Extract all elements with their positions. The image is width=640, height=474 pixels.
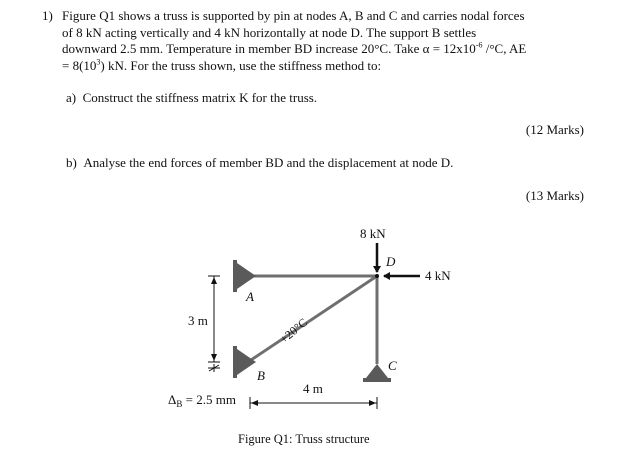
part-a-marks: (12 Marks) [525, 122, 584, 137]
height-dimension [208, 276, 220, 362]
part-a-label: a) [66, 90, 77, 105]
question-number: 1) [42, 8, 53, 23]
question-line-1: Figure Q1 shows a truss is supported by pin at nodes A, B and C and carries nodal forces [62, 8, 525, 23]
label-node-b: B [257, 368, 265, 383]
label-settlement: $\Delta_B = 2.5$ mm [168, 392, 236, 409]
support-c [363, 364, 391, 380]
settlement-marker [208, 364, 220, 372]
label-node-c: C [388, 358, 397, 373]
label-temperature: +20°C [276, 315, 311, 347]
question-line-2: of 8 kN acting vertically and 4 kN horizontally at node D. The support B settles [62, 24, 477, 40]
label-4kn: 4 kN [425, 268, 451, 283]
part-a-text: Construct the stiffness matrix K for the truss. [82, 90, 318, 105]
part-b-text: Analyse the end forces of member BD and the displacement at node D. [83, 155, 454, 170]
part-b-marks: (13 Marks) [525, 188, 584, 203]
support-b [235, 346, 256, 378]
label-8kn: 8 kN [360, 226, 386, 241]
question-line-3: downward 2.5 mm. Temperature in member BD increase 20°C. Take $\alpha = 12x10^{-6}$ /°C, AE [62, 40, 527, 56]
label-height: 3 m [188, 313, 208, 328]
label-span: 4 m [303, 381, 323, 396]
question-line-4: = $8(10^3)$ kN. For the truss shown, use the stiffness method to: [62, 57, 382, 73]
span-dimension [250, 397, 377, 409]
figure-caption: Figure Q1: Truss structure [238, 432, 370, 446]
member-bd [248, 276, 377, 362]
label-node-a: A [246, 289, 254, 304]
part-b-label: b) [66, 155, 77, 170]
node-d-joint [375, 274, 379, 278]
label-node-d: D [386, 254, 396, 269]
support-a [235, 260, 256, 292]
